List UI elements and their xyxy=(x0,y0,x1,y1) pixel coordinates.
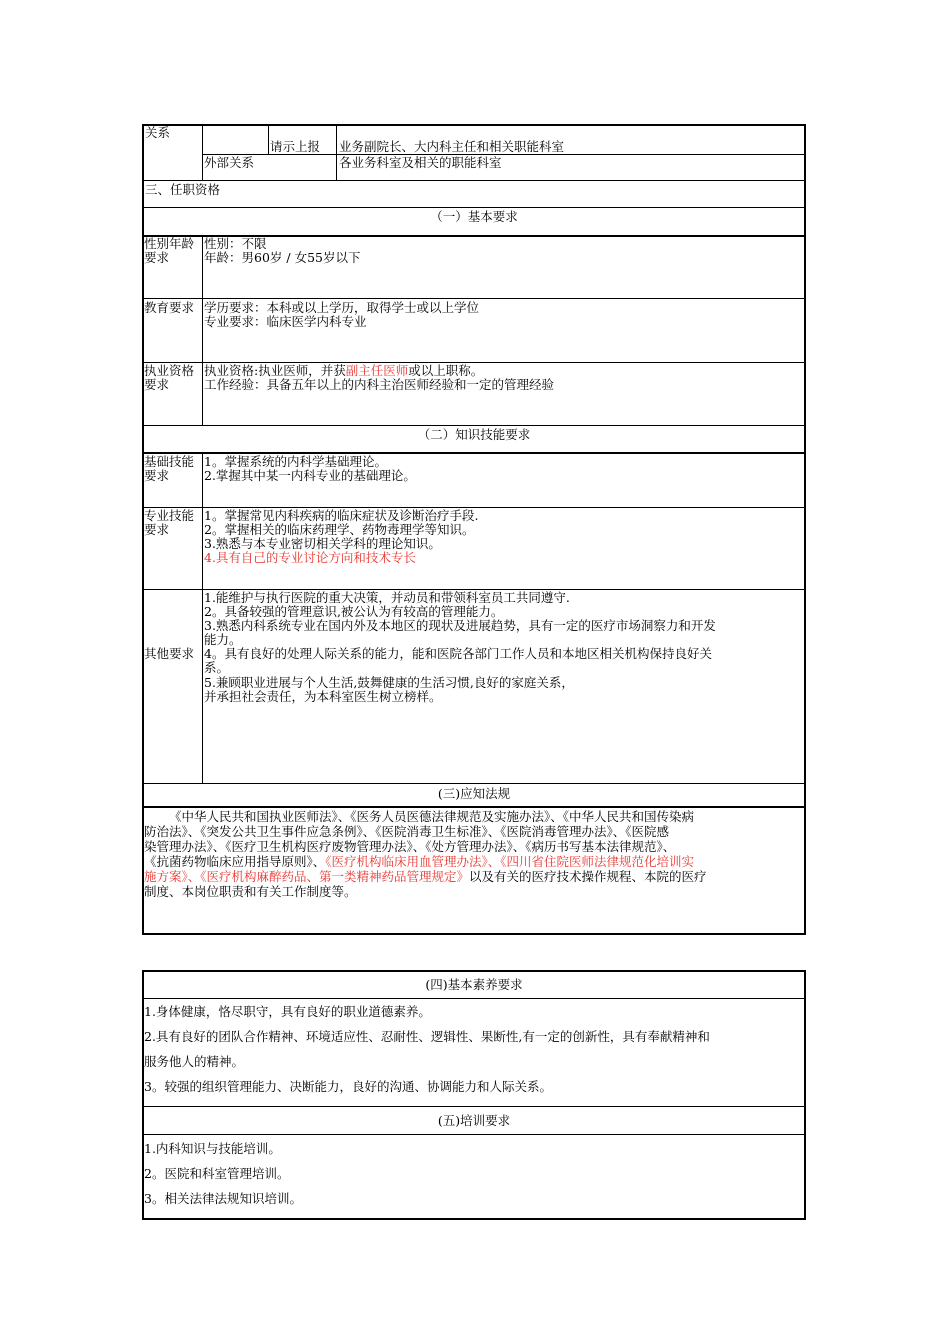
pro-skill-label: 要求 xyxy=(144,522,170,537)
laws-line: 《中华人民共和国执业医师法》、《医务人员医德法律规范及实施办法》、《中华人民共和国传染病 xyxy=(169,809,695,824)
base-skill-item: 1。掌握系统的内科学基础理论。 xyxy=(204,454,387,469)
quality-item: 服务他人的精神。 xyxy=(144,1054,245,1069)
pro-skill-item: 1。掌握常见内科疾病的临床症状及诊断治疗手段. xyxy=(204,508,479,523)
base-skill-label: 要求 xyxy=(144,468,170,483)
other-item: 并承担社会责任，为本科室医生树立榜样。 xyxy=(204,689,442,704)
training-item: 3。相关法律法规知识培训。 xyxy=(144,1191,302,1206)
training-item: 2。医院和科室管理培训。 xyxy=(144,1166,290,1181)
age-value: 年龄：男60岁 / 女55岁以下 xyxy=(204,250,361,265)
pro-skill-label: 专业技能 xyxy=(144,508,195,523)
row-divider xyxy=(143,207,805,208)
row-divider xyxy=(143,783,805,784)
pro-skill-item: 3.熟悉与本专业密切相关学科的理论知识。 xyxy=(204,536,441,551)
laws-line: 《抗菌药物临床应用指导原则》、《医疗机构临床用血管理办法》、《四川省住院医师法律规范化培训实 xyxy=(144,854,695,869)
other-item: 系。 xyxy=(204,660,230,675)
base-skill-label: 基础技能 xyxy=(144,454,195,469)
other-requirements-label: 其他要求 xyxy=(144,646,195,661)
other-item: 3.熟悉内科系统专业在国内外及本地区的现状及进展趋势，具有一定的医疗市场洞察力和开发 xyxy=(204,618,716,633)
external-label: 外部关系 xyxy=(204,155,255,170)
column-divider xyxy=(202,235,203,425)
degree-value: 学历要求：本科或以上学历，取得学士或以上学位 xyxy=(204,300,480,315)
quality-item: 1.身体健康，恪尽职守，具有良好的职业道德素养。 xyxy=(144,1004,431,1019)
laws-highlight: 施方案》、《医疗机构麻醉药品、第一类精神药品管理规定》 xyxy=(144,869,470,884)
column-divider xyxy=(202,452,203,783)
pro-skill-item: 2。掌握相关的临床药理学、药物毒理学等知识。 xyxy=(204,522,475,537)
license-value: 执业资格:执业医师，并获副主任医师或以上职称。 xyxy=(204,363,484,378)
row-divider xyxy=(202,154,805,155)
pro-skill-item-highlight: 4.具有自己的专业讨论方向和技术专长 xyxy=(204,550,416,565)
column-divider xyxy=(336,125,337,180)
column-divider xyxy=(202,125,203,180)
license-label: 要求 xyxy=(144,377,170,392)
laws-line: 施方案》、《医疗机构麻醉药品、第一类精神药品管理规定》以及有关的医疗技术操作规程、本院的医疗 xyxy=(144,869,707,884)
quality-item: 2.具有良好的团队合作精神、环境适应性、忍耐性、逻辑性、果断性,有一定的创新性，具有奉献精神和 xyxy=(144,1029,710,1044)
row-divider xyxy=(143,1106,805,1107)
report-value: 业务副院长、大内科主任和相关职能科室 xyxy=(339,139,565,154)
column-divider xyxy=(268,125,269,154)
other-item: 能力。 xyxy=(204,632,242,647)
other-item: 2。具备较强的管理意识,被公认为有较高的管理能力。 xyxy=(204,604,504,619)
gender-value: 性别：不限 xyxy=(204,236,267,251)
row-divider xyxy=(143,998,805,999)
training-header: (五)培训要求 xyxy=(437,1113,511,1128)
laws-line: 防治法》、《突发公共卫生事件应急条例》、《医院消毒卫生标准》、《医院消毒管理办法》、《医院感 xyxy=(144,824,670,839)
section-title: 三、任职资格 xyxy=(145,182,221,197)
training-item: 1.内科知识与技能培训。 xyxy=(144,1141,281,1156)
education-label: 教育要求 xyxy=(144,300,195,315)
other-item: 1.能维护与执行医院的重大决策，并动员和带领科室员工共同遵守. xyxy=(204,590,570,605)
laws-line: 染管理办法》、《医疗卫生机构医疗废物管理办法》、《处方管理办法》、《病历书写基本法律规范》、 xyxy=(144,839,676,854)
other-item: 5.兼顾职业进展与个人生活,鼓舞健康的生活习惯,良好的家庭关系， xyxy=(204,675,574,690)
row-divider xyxy=(143,1134,805,1135)
gender-age-label: 性别年龄 xyxy=(144,236,195,251)
basic-requirements-header: （一）基本要求 xyxy=(430,209,518,224)
license-label: 执业资格 xyxy=(144,363,195,378)
row-divider xyxy=(143,425,805,426)
laws-line: 制度、本岗位职责和有关工作制度等。 xyxy=(144,884,357,899)
quality-item: 3。较强的组织管理能力、决断能力，良好的沟通、协调能力和人际关系。 xyxy=(144,1079,552,1094)
base-skill-item: 2.掌握其中某一内科专业的基础理论。 xyxy=(204,468,416,483)
skills-header: （二）知识技能要求 xyxy=(417,427,531,442)
experience-value: 工作经验：具备五年以上的内科主治医师经验和一定的管理经验 xyxy=(204,377,555,392)
major-value: 专业要求：临床医学内科专业 xyxy=(204,314,367,329)
quality-header: (四)基本素养要求 xyxy=(425,977,523,992)
external-value: 各业务科室及相关的职能科室 xyxy=(339,155,502,170)
report-label: 请示上报 xyxy=(270,139,321,154)
highlight-title: 副主任医师 xyxy=(345,363,409,378)
row-divider xyxy=(143,298,805,299)
row-divider xyxy=(143,180,805,181)
laws-highlight: 《医疗机构临床用血管理办法》、《四川省住院医师法律规范化培训实 xyxy=(325,854,695,869)
row-divider xyxy=(143,806,805,808)
other-item: 4。具有良好的处理人际关系的能力，能和医院各部门工作人员和本地区相关机构保持良好关 xyxy=(204,646,712,661)
gender-age-label: 要求 xyxy=(144,250,170,265)
relation-label: 关系 xyxy=(145,125,171,140)
laws-header: (三)应知法规 xyxy=(437,786,511,801)
